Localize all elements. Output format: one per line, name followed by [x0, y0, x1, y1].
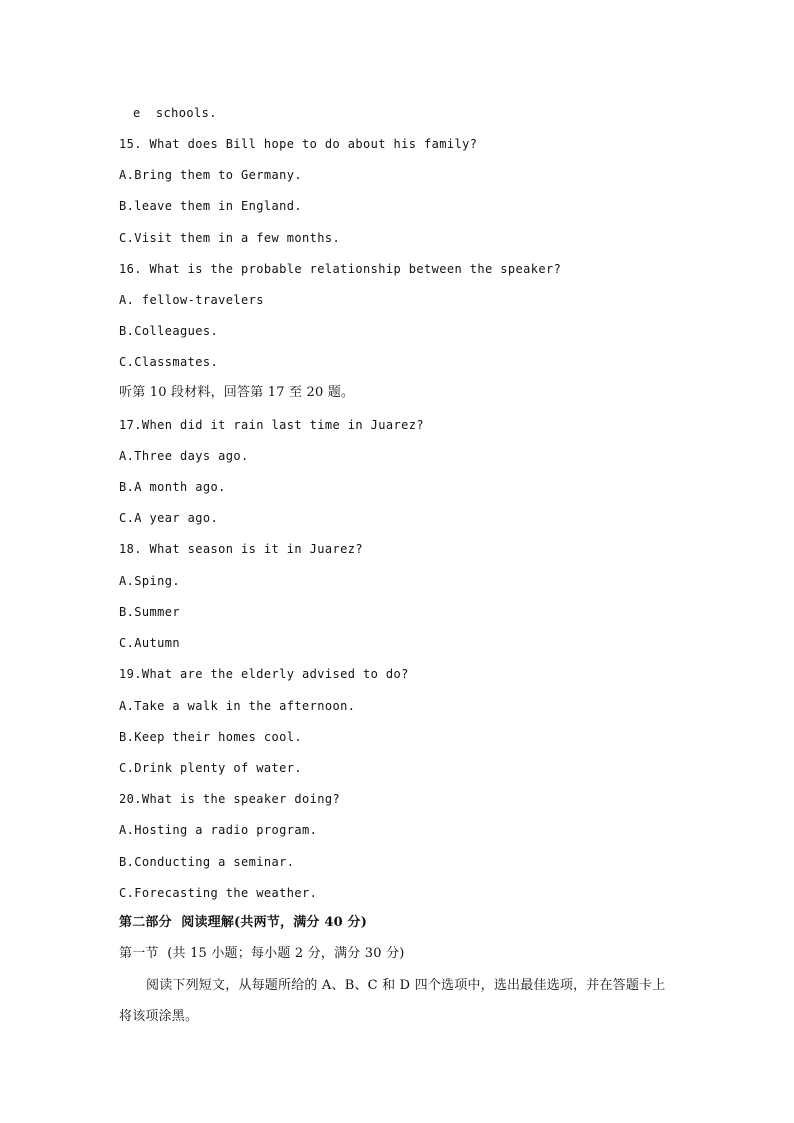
- option-18a: A.Sping.: [119, 574, 180, 588]
- option-18b: B.Summer: [119, 605, 180, 619]
- question-19: 19.What are the elderly advised to do?: [119, 667, 409, 681]
- question-18: 18. What season is it in Juarez?: [119, 542, 363, 556]
- option-15c: C.Visit them in a few months.: [119, 231, 341, 245]
- option-19c: C.Drink plenty of water.: [119, 761, 302, 775]
- question-15: 15. What does Bill hope to do about his family?: [119, 137, 478, 151]
- option-16c: C.Classmates.: [119, 355, 219, 369]
- option-20c: C.Forecasting the weather.: [119, 886, 318, 900]
- option-15a: A.Bring them to Germany.: [119, 168, 302, 182]
- option-16b: B.Colleagues.: [119, 324, 219, 338]
- section-one-heading: 第一节 (共 15 小题；每小题 2 分，满分 30 分): [119, 946, 405, 961]
- question-20: 20.What is the speaker doing?: [119, 792, 341, 806]
- option-17a: A.Three days ago.: [119, 449, 249, 463]
- option-16a: A. fellow-travelers: [119, 293, 264, 307]
- option-17c: C.A year ago.: [119, 511, 219, 525]
- option-20b: B.Conducting a seminar.: [119, 855, 295, 869]
- question-17: 17.When did it rain last time in Juarez?: [119, 418, 424, 432]
- question-16: 16. What is the probable relationship between the speaker?: [119, 262, 562, 276]
- reading-instruction-continued: 将该项涂黑。: [119, 1009, 199, 1024]
- text-line: e schools.: [133, 106, 217, 120]
- option-19b: B.Keep their homes cool.: [119, 730, 302, 744]
- reading-instruction: 阅读下列短文，从每题所给的 A、B、C 和 D 四个选项中，选出最佳选项，并在答题卡上: [146, 978, 666, 993]
- option-17b: B.A month ago.: [119, 480, 226, 494]
- part-two-heading: 第二部分 阅读理解(共两节，满分 40 分): [119, 915, 368, 930]
- option-20a: A.Hosting a radio program.: [119, 823, 318, 837]
- section-instruction: 听第 10 段材料，回答第 17 至 20 题。: [119, 385, 355, 400]
- option-19a: A.Take a walk in the afternoon.: [119, 699, 356, 713]
- option-15b: B.leave them in England.: [119, 199, 302, 213]
- option-18c: C.Autumn: [119, 636, 180, 650]
